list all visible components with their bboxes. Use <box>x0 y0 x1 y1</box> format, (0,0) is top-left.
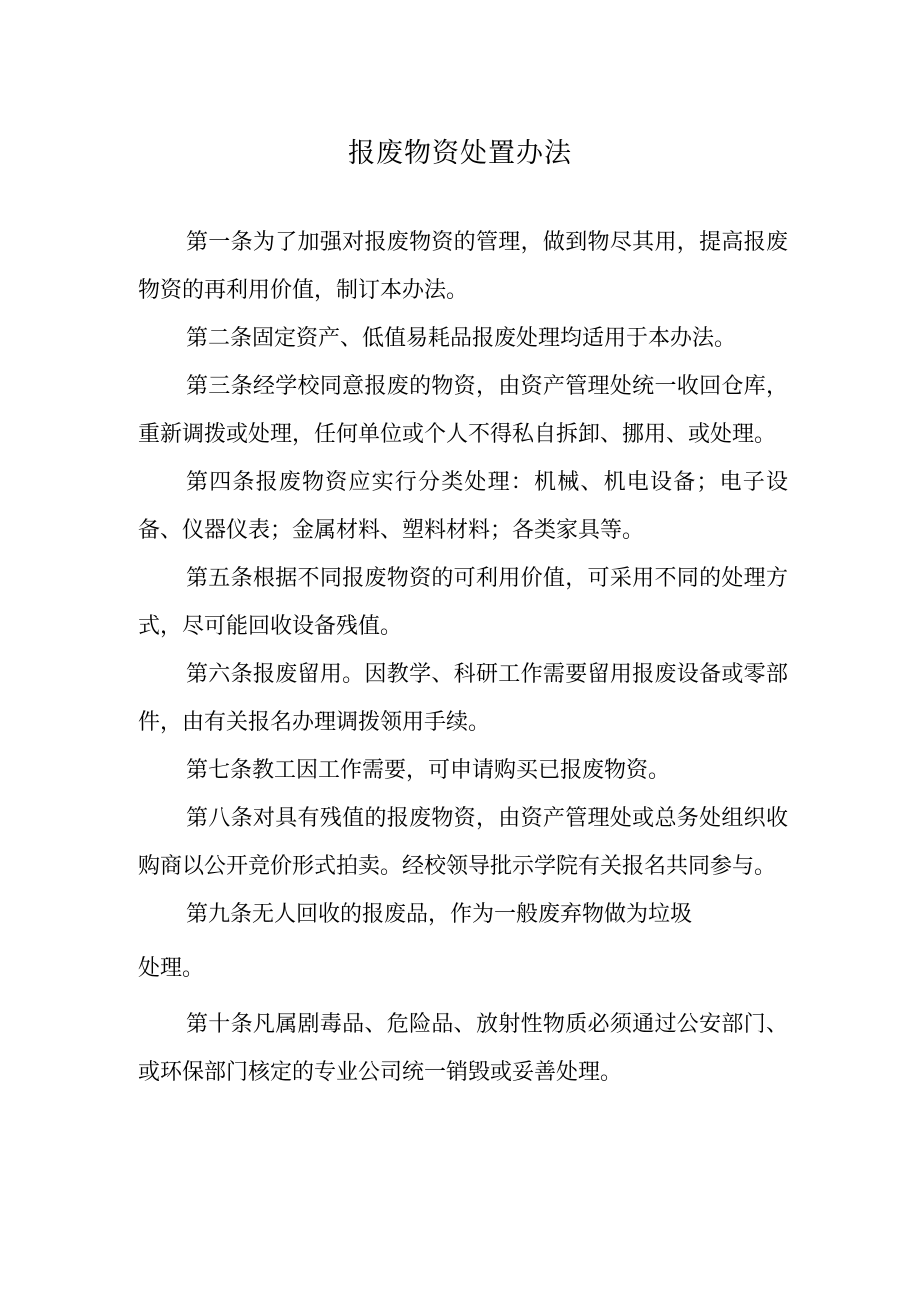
article-7: 第七条教工因工作需要，可申请购买已报废物资。 <box>186 758 671 783</box>
document-title: 报废物资处置办法 <box>348 138 572 169</box>
article-4: 第四条报废物资应实行分类处理：机械、机电设备；电子设备、仪器仪表；金属材料、塑料材料；各类家具等。 <box>138 470 788 543</box>
article-3: 第三条经学校同意报废的物资，由资产管理处统一收回仓库，重新调拨或处理，任何单位或个人不得私自拆卸、挪用、或处理。 <box>138 374 788 447</box>
article-5: 第五条根据不同报废物资的可利用价值，可采用不同的处理方式，尽可能回收设备残值。 <box>138 566 788 639</box>
article-2: 第二条固定资产、低值易耗品报废处理均适用于本办法。 <box>186 326 737 351</box>
article-10: 第十条凡属剧毒品、危险品、放射性物质必须通过公安部门、或环保部门核定的专业公司统一销毁或妥善处理。 <box>138 1012 788 1085</box>
article-6: 第六条报废留用。因教学、科研工作需要留用报废设备或零部件，由有关报名办理调拨领用手续。 <box>138 662 788 735</box>
document-body <box>138 219 788 1097</box>
article-9-continuation: 处理。 <box>138 956 205 981</box>
article-1: 第一条为了加强对报废物资的管理，做到物尽其用，提高报废物资的再利用价值，制订本办法。 <box>138 230 788 303</box>
article-9: 第九条无人回收的报废品，作为一般废弃物做为垃圾 <box>186 902 693 927</box>
article-8: 第八条对具有残值的报废物资，由资产管理处或总务处组织收购商以公开竞价形式拍卖。经校领导批示学院有关报名共同参与。 <box>138 806 788 879</box>
